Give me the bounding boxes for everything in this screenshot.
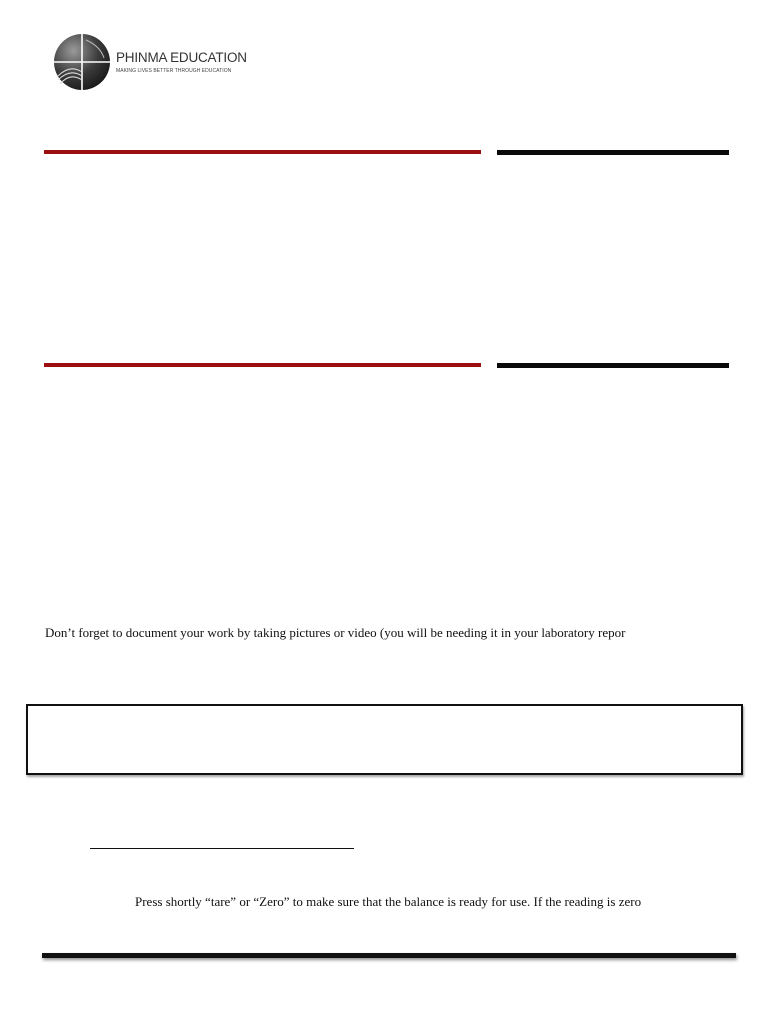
blank-underline-field — [90, 848, 354, 849]
instruction-text: Press shortly “tare” or “Zero” to make sure that the balance is ready for use. If the reading is zero — [135, 894, 642, 909]
logo-tagline: MAKING LIVES BETTER THROUGH EDUCATION — [116, 68, 232, 74]
footer-rule — [42, 953, 736, 958]
section-divider-red-middle — [44, 363, 481, 367]
section-divider-black-middle — [497, 363, 729, 368]
note-box — [26, 704, 743, 775]
documentation-note: Don’t forget to document your work by taking pictures or video (you will be needing it in your laboratory repor — [45, 625, 626, 640]
phinma-emblem-icon — [52, 32, 112, 92]
phinma-logo — [52, 32, 252, 96]
section-divider-black-top — [497, 150, 729, 155]
logo-name: PHINMA EDUCATION — [116, 50, 247, 65]
section-divider-red-top — [44, 150, 481, 154]
